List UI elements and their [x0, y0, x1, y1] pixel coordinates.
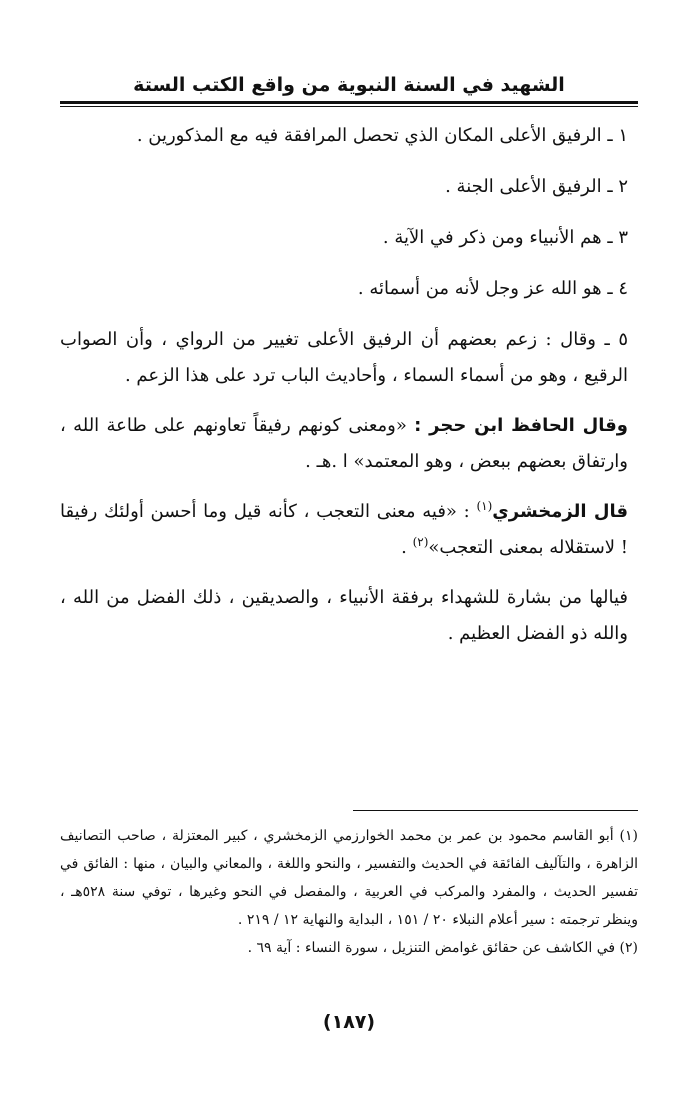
quote-text-zamakhshari: : «فيه معنى التعجب ، كأنه قيل وما أحسن أولئك رفيقا ! لاستقلاله بمعنى التعجب»: [60, 501, 628, 558]
list-item-1: ١ ـ الرفيق الأعلى المكان الذي تحصل المرافقة فيه مع المذكورين .: [136, 125, 628, 146]
footnote-1: (١) أبو القاسم محمود بن عمر بن محمد الخوارزمي الزمخشري ، كبير المعتزلة ، صاحب التصانيف الزاهرة ، والتآليف الفائقة في الحديث والتفسير ، والنحو واللغة ، والمعاني والبيان ، منها : الفائق في تفسير الحديث ، والمفرد والمركب في العربية ، والمفصل في النحو وغيرها ، توفي سنة ٥٢٨هـ ، وينظر ترجمته : سير أعلام النبلاء ٢٠ / ١٥١ ، البداية والنهاية ١٢ / ٢١٩ .: [60, 828, 639, 928]
speaker-zamakhshari: قال الزمخشري: [492, 501, 628, 522]
quote-end-mark: .: [401, 537, 413, 558]
list-item-2: ٢ ـ الرفيق الأعلى الجنة .: [445, 176, 628, 197]
footnote-ref-2: (٢): [412, 535, 429, 549]
running-header: [60, 70, 638, 110]
paragraph-zamakhshari-quote: [60, 494, 628, 566]
quote-text-ibn-hajar: «ومعنى كونهم رفيقاً تعاونهم على طاعة الله ، وارتفاق بعضهم ببعض ، وهو المعتمد» ا .هـ .: [60, 415, 628, 472]
header-rule-thin: [60, 106, 638, 107]
speaker-ibn-hajar: وقال الحافظ ابن حجر :: [414, 415, 628, 436]
page-number: (١٨٧): [322, 1011, 376, 1033]
paragraph-ibn-hajar-quote: [60, 408, 628, 480]
list-item-3: ٣ ـ هم الأنبياء ومن ذكر في الآية .: [382, 227, 628, 248]
footnote-separator: [353, 810, 638, 811]
paragraph-item-5: ٥ ـ وقال : زعم بعضهم أن الرفيق الأعلى تغيير من الرواي ، وأن الصواب الرقيع ، وهو من أسماء السماء ، وأحاديث الباب ترد على هذا الزعم .: [60, 329, 628, 386]
footnotes: [60, 822, 638, 962]
main-text: [60, 118, 628, 666]
list-item-4: ٤ ـ هو الله عز وجل لأنه من أسمائه .: [357, 278, 628, 299]
book-title: الشهيد في السنة النبوية من واقع الكتب الستة: [133, 74, 565, 96]
paragraph-closing: فيالها من بشارة للشهداء برفقة الأنبياء ، والصديقين ، ذلك الفضل من الله ، والله ذو الفضل العظيم .: [60, 587, 628, 644]
footnote-ref-1: (١): [476, 499, 493, 513]
header-rule-thick: [60, 101, 638, 104]
footnote-2: (٢) في الكاشف عن حقائق غوامض التنزيل ، سورة النساء : آية ٦٩ .: [247, 940, 638, 956]
